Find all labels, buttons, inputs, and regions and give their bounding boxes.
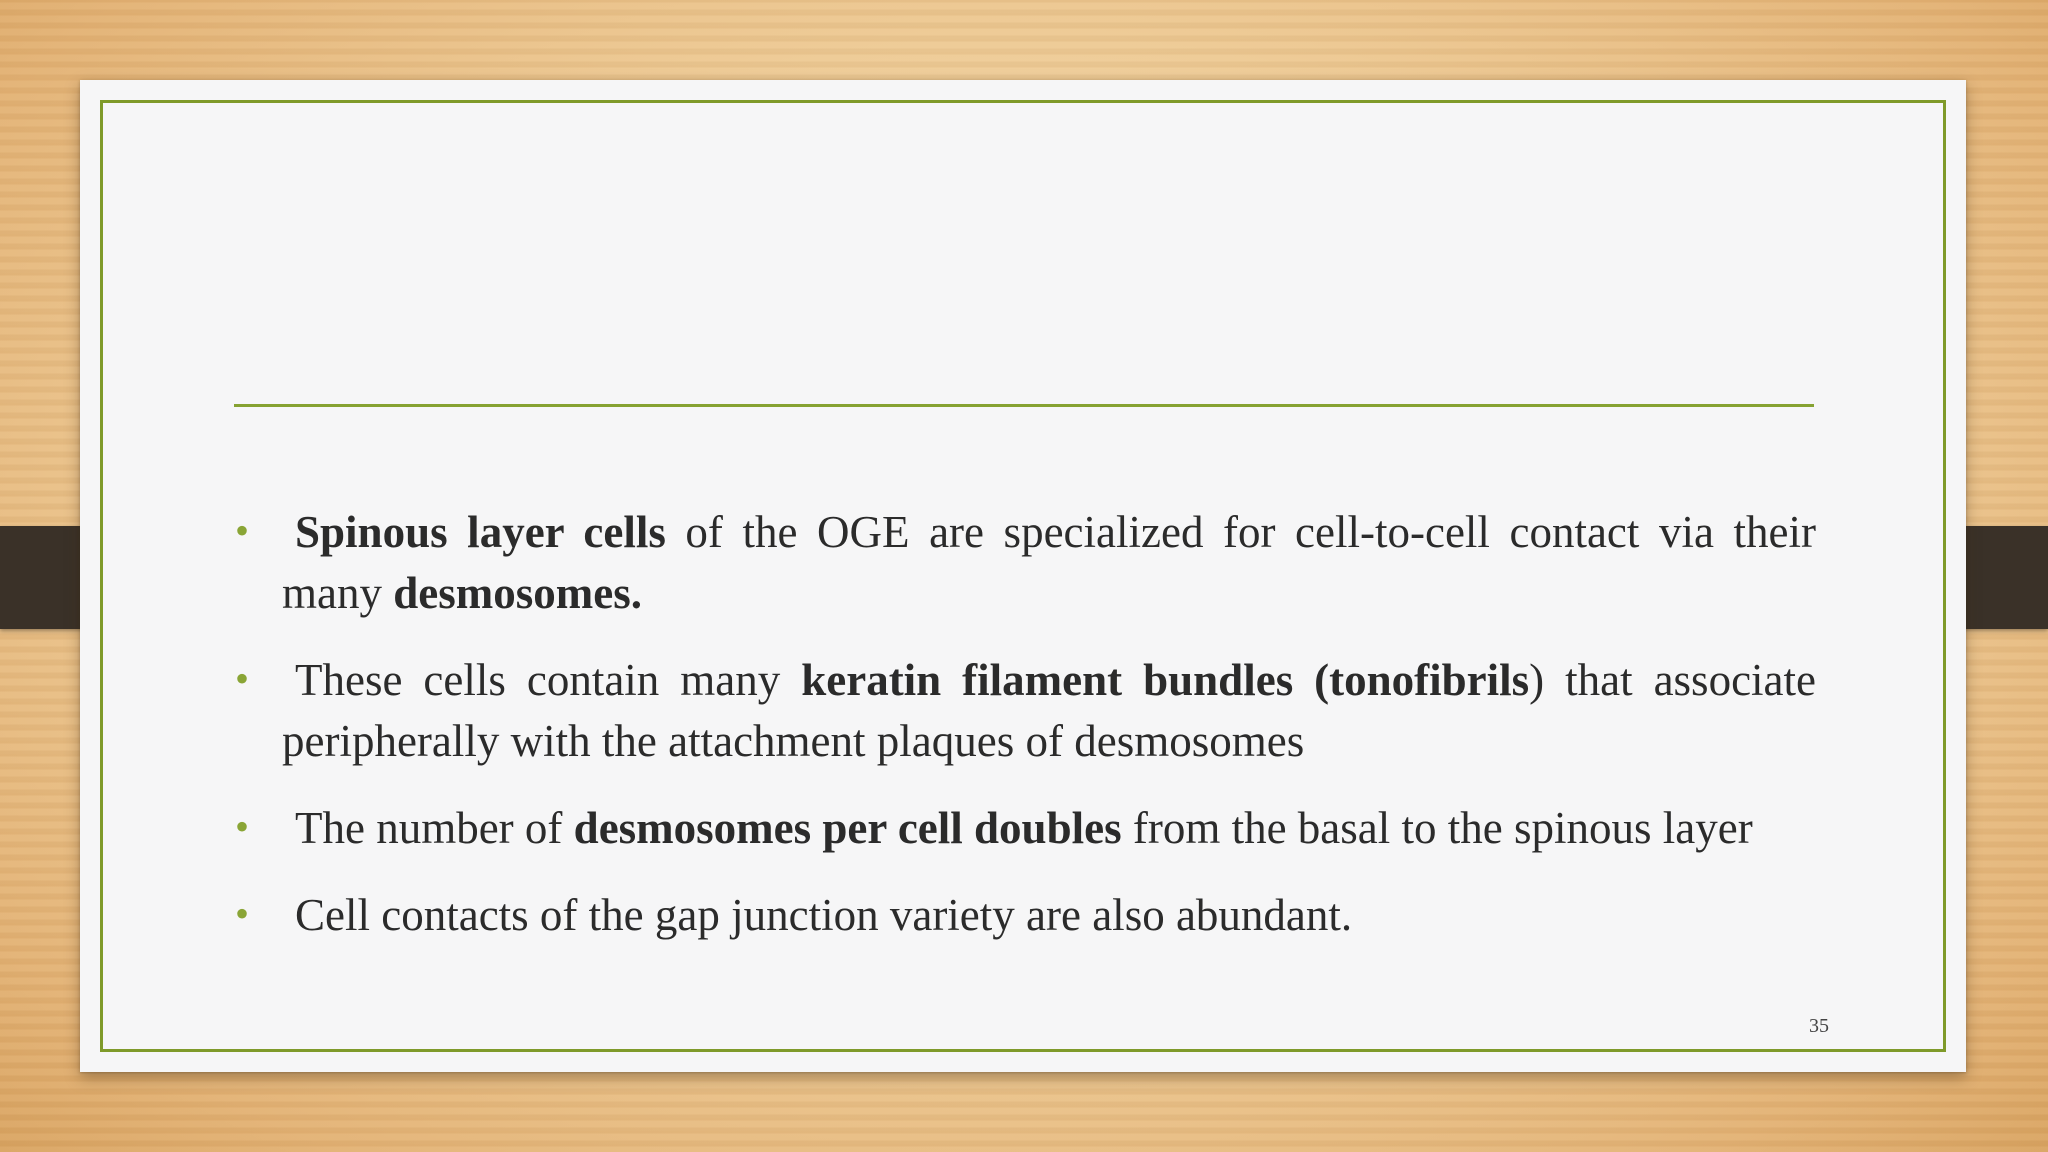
bullet-list [235, 502, 1816, 972]
bullet-dot-icon: • [235, 804, 250, 849]
bullet-dot-icon: • [235, 656, 250, 701]
bullet-item [235, 502, 1816, 624]
bullet-text [282, 507, 1816, 618]
bold-term: Spinous layer cells [295, 507, 666, 557]
bullet-dot-icon: • [235, 508, 250, 553]
bold-term: desmosomes per cell doubles [573, 803, 1122, 853]
bullet-text [282, 655, 1816, 766]
bullet-item [235, 798, 1816, 859]
bullet-item [235, 885, 1816, 946]
bullet-item [235, 650, 1816, 772]
plain-text: Cell contacts of the gap junction variety are also abundant. [295, 890, 1353, 940]
plain-text: These cells contain many [295, 655, 802, 705]
page-number: 35 [1809, 1015, 1829, 1037]
plain-text: from the basal to the spinous layer [1121, 803, 1753, 853]
plain-text: The number of [295, 803, 574, 853]
bullet-text [282, 890, 1352, 940]
bold-term: desmosomes. [393, 568, 642, 618]
plain-text: of the OGE are specialized for cell-to-cell contact via their many [282, 507, 1816, 618]
bold-term: keratin filament bundles (tonofibrils [801, 655, 1530, 705]
bullet-text [282, 803, 1753, 853]
title-divider-line [234, 404, 1814, 407]
bullet-dot-icon: • [235, 891, 250, 936]
slide-card [80, 80, 1966, 1072]
plain-text: ) that associate peripherally with the attachment plaques of desmosomes [282, 655, 1816, 766]
